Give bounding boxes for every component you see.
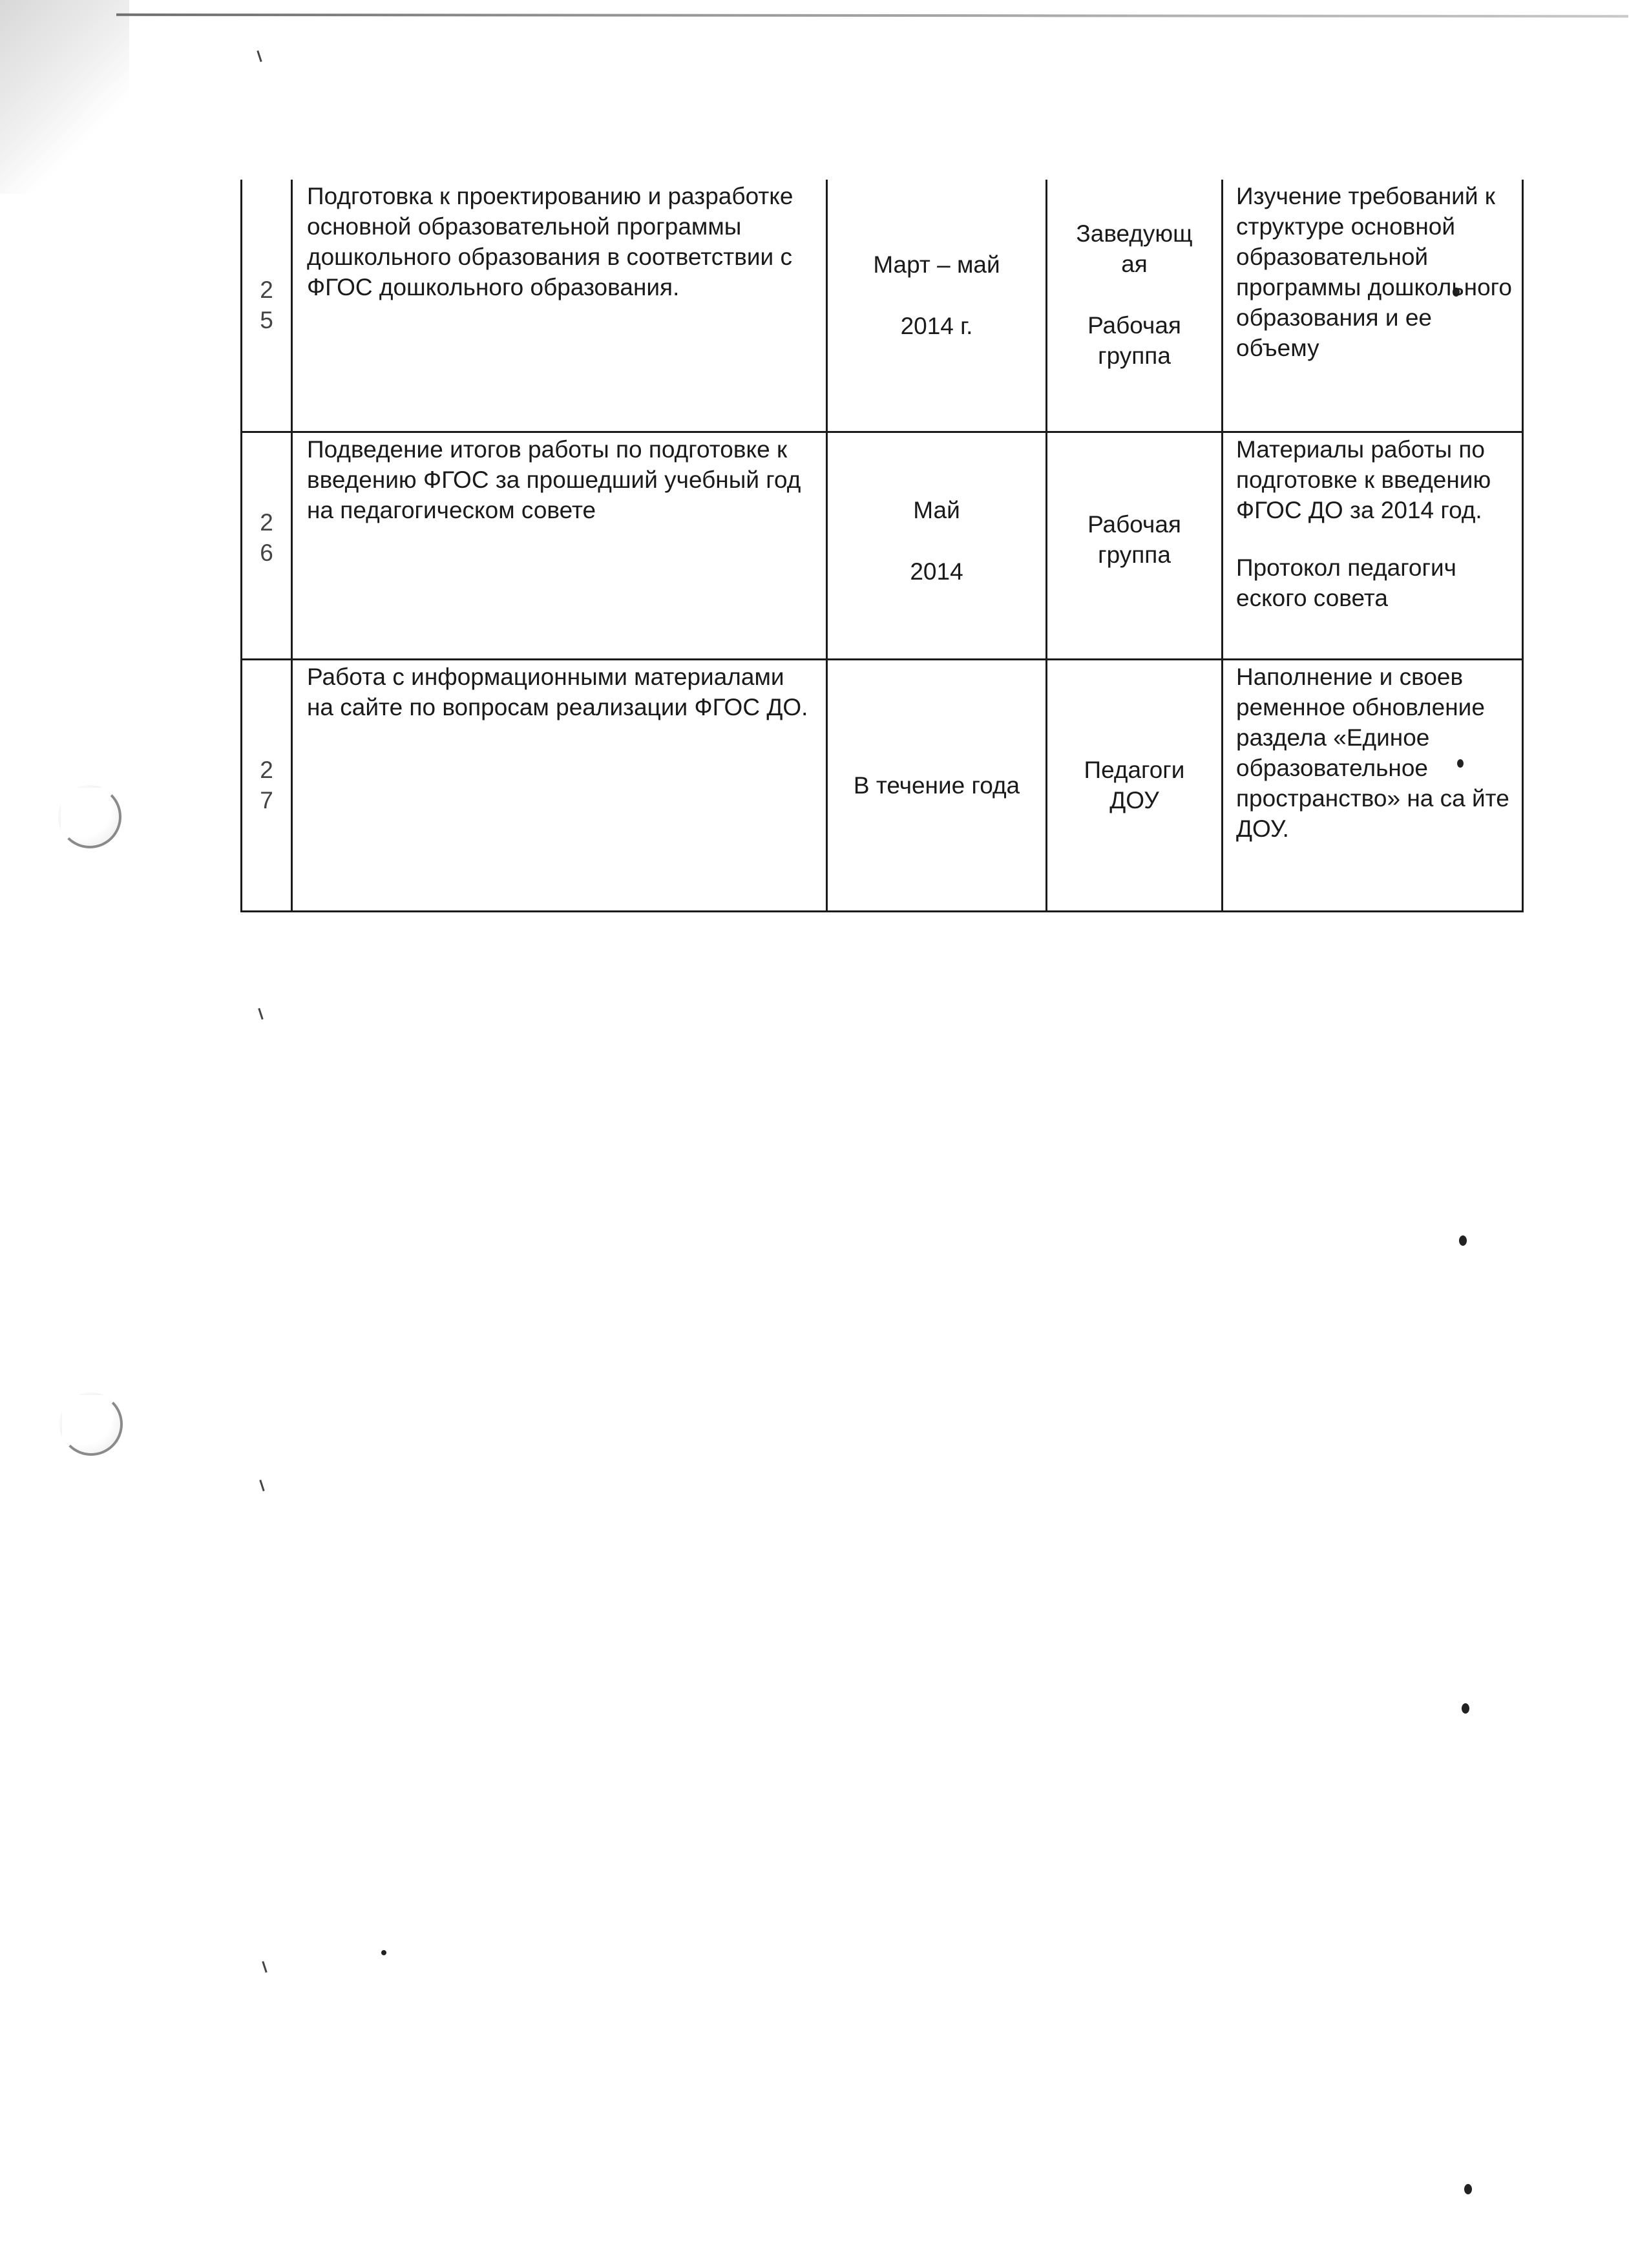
row-number [242,180,292,432]
row-number-digit: 6 [260,539,273,566]
term-cell [827,659,1047,911]
result-cell: Наполнение и своев ременное обновление раздела «Единое образовательное пространство» на са йте ДОУ. [1223,659,1523,911]
responsible-cell [1047,432,1223,659]
scan-edge-line [116,14,1628,17]
row-number-digit: 5 [260,307,273,334]
punch-hole-bottom [59,1392,123,1456]
responsible-line: ая [1121,251,1148,277]
scan-mark [262,1961,267,1973]
row-number-digit: 7 [260,787,273,814]
scan-mark [257,50,262,62]
table-row [242,180,1523,432]
term-line: Март – май [873,251,1000,278]
table-row [242,432,1523,659]
scan-mark [259,1480,264,1491]
term-line: 2014 [910,558,963,585]
result-line: Протокол педагогич еского совета [1236,554,1456,611]
punch-hole-top [58,785,121,848]
result-line: Материалы работы по подготовке к введению ФГОС ДО за 2014 год. [1236,436,1491,523]
scan-shadow-corner [0,0,129,194]
term-cell [827,432,1047,659]
activity-plan-table [240,180,1524,912]
event-cell: Подведение итогов работы по подготовке к введению ФГОС за прошедший учебный год на педагогическом совете [292,432,827,659]
term-line: В течение года [853,772,1020,799]
term-cell [827,180,1047,432]
event-cell: Работа с информационными материалами на сайте по вопросам реализации ФГОС ДО. [292,659,827,911]
row-number [242,659,292,911]
result-cell: Изучение требований к структуре основной образовательной программы дошкольного образования и ее объему [1223,180,1523,432]
scan-speck [1462,1703,1469,1714]
responsible-cell [1047,180,1223,432]
row-number-digit: 2 [260,757,273,783]
row-number-digit: 2 [260,277,273,304]
table-row [242,659,1523,911]
scan-speck [1464,2184,1472,2194]
scan-speck [1459,1235,1467,1246]
event-cell: Подготовка к проектированию и разработке основной образовательной программы дошкольного образования в соответствии с ФГОС дошкольного образования. [292,180,827,432]
row-number [242,432,292,659]
responsible-line: Педагоги [1084,757,1185,783]
result-cell [1223,432,1523,659]
responsible-line: Заведующ [1076,220,1193,247]
responsible-line: группа [1098,541,1171,568]
responsible-cell [1047,659,1223,911]
row-number-digit: 2 [260,509,273,536]
responsible-line: группа [1098,342,1171,369]
responsible-line: Рабочая [1087,312,1181,339]
responsible-line: Рабочая [1087,510,1181,538]
term-line: 2014 г. [900,313,973,339]
term-line: Май [913,496,960,523]
scan-mark [258,1008,263,1020]
scan-speck [381,1950,386,1955]
responsible-line: ДОУ [1109,787,1159,814]
